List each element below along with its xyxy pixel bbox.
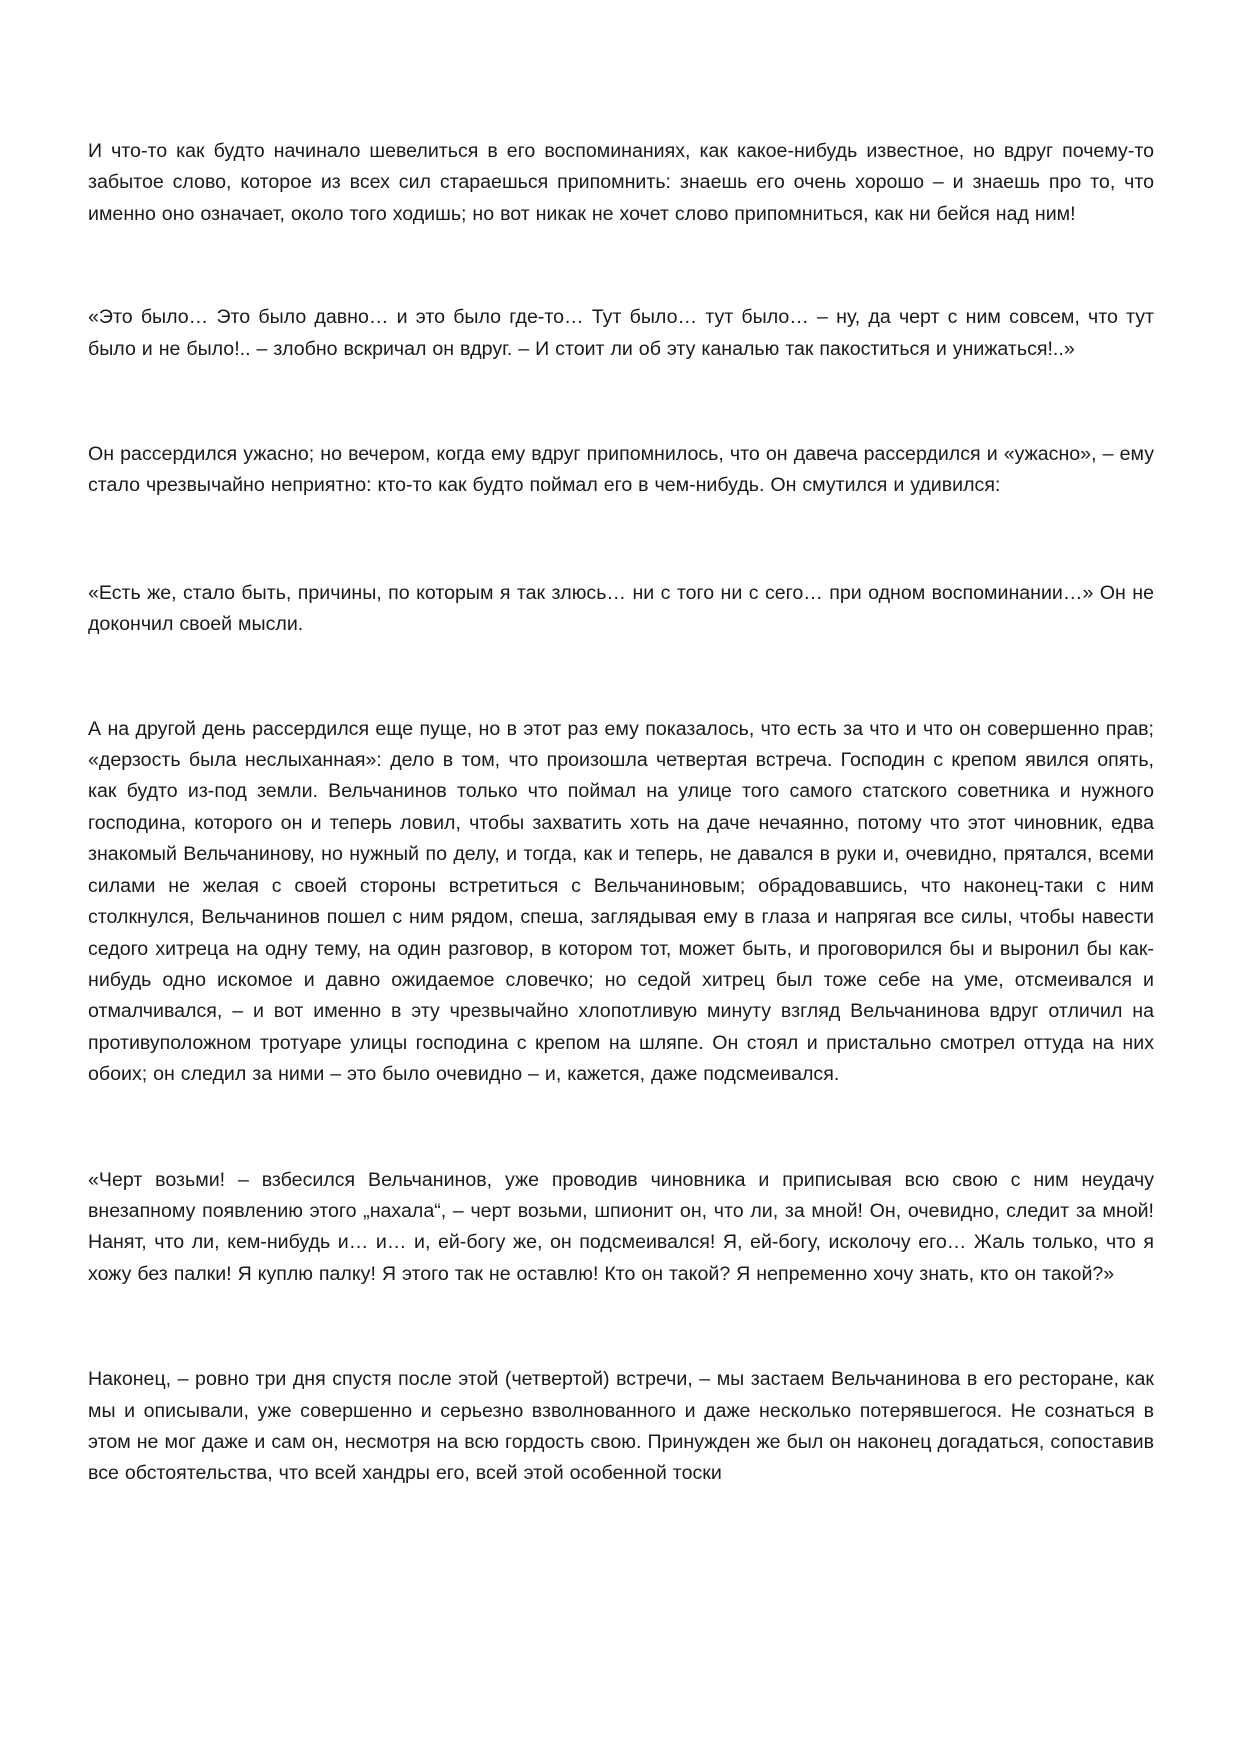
paragraph-5: А на другой день рассердился еще пуще, но в этот раз ему показалось, что есть за что и что он совершенно прав; «дерзость была неслыханная»: дело в том, что произошла четвертая встреча. Господин с крепом явился опять, как будто из-под земли. Вельчанинов только что поймал на улице того самого статского советника и нужного господина, которого он и теперь ловил, чтобы захватить хоть на даче нечаянно, потому что этот чиновник, едва знакомый Вельчанинову, но нужный по делу, и тогда, как и теперь, не давался в руки и, очевидно, прятался, всеми силами не желая с своей стороны встретиться с Вельчаниновым; обрадовавшись, что наконец-таки с ним столкнулся, Вельчанинов пошел с ним рядом, спеша, заглядывая ему в глаза и напрягая все силы, чтобы навести седого хитреца на одну тему, на один разговор, в котором тот, может быть, и проговорился бы и выронил бы как-нибудь одно искомое и давно ожидаемое словечко; но седой хитрец был тоже себе на уме, отсмеивался и отмалчивался, – и вот именно в эту чрезвычайно хлопотливую минуту взгляд Вельчанинова вдруг отличил на противуположном тротуаре улицы господина с крепом на шляпе. Он стоял и пристально смотрел оттуда на них обоих; он следил за ними – это было очевидно – и, кажется, даже подсмеивался. [88, 717, 1154, 1086]
paragraph-3: Он рассердился ужасно; но вечером, когда ему вдруг припомнилось, что он давеча рассердился и «ужасно», – ему стало чрезвычайно неприятно: кто-то как будто поймал его в чем-нибудь. Он смутился и удивился: [88, 443, 1154, 497]
paragraph-1: И что-то как будто начинало шевелиться в его воспоминаниях, как какое-нибудь известное, но вдруг почему-то забытое слово, которое из всех сил стараешься припомнить: знаешь его очень хорошо – и знаешь про то, что именно оно означает, около того ходишь; но вот никак не хочет слово припомниться, как ни бейся над ним! [88, 140, 1154, 225]
paragraph-2: «Это было… Это было давно… и это было где-то… Тут было… тут было… – ну, да черт с ним совсем, что тут было и не было!.. – злобно вскричал он вдруг. – И стоит ли об эту каналью так пакоститься и унижаться!..» [88, 306, 1154, 360]
paragraph-4: «Есть же, стало быть, причины, по которым я так злюсь… ни с того ни с сего… при одном воспоминании…» Он не докончил своей мысли. [88, 581, 1154, 636]
paragraph-6: «Черт возьми! – взбесился Вельчанинов, уже проводив чиновника и приписывая всю свою с ним неудачу внезапному появлению этого „нахала“, – черт возьми, шпионит он, что ли, за мной! Он, очевидно, следит за мной! Нанят, что ли, кем-нибудь и… и… и, ей-богу же, он подсмеивался! Я, ей-богу, исколочу его… Жаль только, что я хожу без палки! Я куплю палку! Я этого так не оставлю! Кто он такой? Я непременно хочу знать, кто он такой?» [88, 1168, 1154, 1285]
paragraph-7: Наконец, – ровно три дня спустя после этой (четвертой) встречи, – мы застаем Вельчанинова в его ресторане, как мы и описывали, уже совершенно и серьезно взволнованного и даже несколько потерявшегося. Не сознаться в этом не мог даже и сам он, несмотря на всю гордость свою. Принужден же был он наконец догадаться, сопоставив все обстоятельства, что всей хандры его, всей этой особенной тоски [88, 1368, 1154, 1485]
text-column [88, 136, 1154, 1490]
